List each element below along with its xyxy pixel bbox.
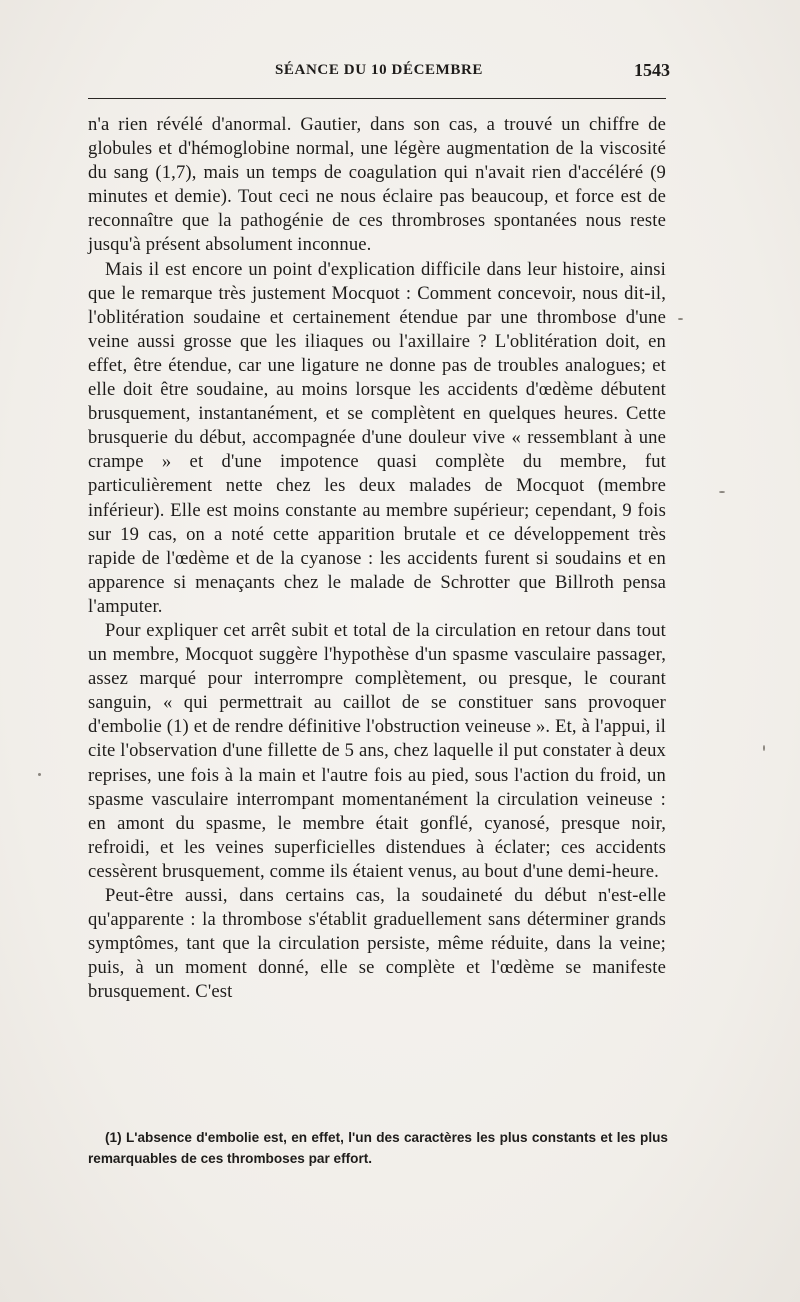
header-rule: [88, 98, 666, 99]
paper-speck: [38, 773, 41, 776]
page-number: 1543: [634, 60, 670, 80]
paper-speck: [678, 318, 683, 320]
paper-speck: [763, 745, 765, 751]
footnote: (1) L'absence d'embolie est, en effet, l'un des caractères les plus constants et les plus remarquables de ces thromboses par effort.: [88, 1130, 668, 1166]
paragraph: Peut-être aussi, dans certains cas, la soudaineté du début n'est-elle qu'apparente : la thrombose s'établit graduellement sans déterminer grands symptômes, tant que la circulation persiste, même réduite, dans la veine; puis, à un moment donné, elle se complète et l'œdème se manifeste brusquement. C'est: [88, 885, 666, 1003]
paragraph: n'a rien révélé d'anormal. Gautier, dans son cas, a trouvé un chiffre de globules et d'hémoglobine normal, une légère augmentation de la viscosité du sang (1,7), mais un temps de coagulation qui n'avait rien d'accéléré (9 minutes et demie). Tout ceci ne nous éclaire pas beaucoup, et force est de reconnaître que la pathogénie de ces thrombroses spontanées nous reste jusqu'à présent absolument inconnue.: [88, 114, 666, 256]
running-title: SÉANCE DU 10 DÉCEMBRE: [274, 62, 484, 78]
body-text: [88, 113, 666, 1004]
paragraph: Pour expliquer cet arrêt subit et total de la circulation en retour dans tout un membre, Mocquot suggère l'hypothèse d'un spasme vasculaire passager, assez marqué pour interrompre complètement, ou presque, le courant sanguin, « qui permettrait au caillot de se constituer sans provoquer d'embolie (1) et de rendre définitive l'obstruction veineuse ». Et, à l'appui, il cite l'observation d'une fillette de 5 ans, chez laquelle il put constater à deux reprises, une fois à la main et l'autre fois au pied, sous l'action du froid, un spasme vasculaire interrompant momentanément la circulation veineuse : en amont du spasme, le membre était gonflé, cyanosé, presque noir, refroidi, et les veines superficielles distendues à éclater; ces accidents cessèrent brusquement, comme ils étaient venus, au bout d'une demi-heure.: [88, 619, 666, 882]
page-header: [88, 60, 670, 84]
paper-speck: [719, 491, 725, 493]
paragraph: Mais il est encore un point d'explication difficile dans leur histoire, ainsi que le remarque très justement Mocquot : Comment concevoir, nous dit-il, l'oblitération soudaine et certainement étendue par une thrombose d'une veine aussi grosse que les iliaques ou l'axillaire ? L'oblitération doit, en effet, être étendue, car une ligature ne donne pas de troubles analogues; et elle doit être soudaine, au moins lorsque les accidents d'œdème débutent brusquement, instantanément, et se complètent en quelques heures. Cette brusquerie du début, accompagnée d'une douleur vive « ressemblant à une crampe » et d'une impotence quasi complète du membre, fut particulièrement nette chez les deux malades de Mocquot (membre inférieur). Elle est moins constante au membre supérieur; cependant, 9 fois sur 19 cas, on a noté cette apparition brutale et ce développement très rapide de l'œdème et de la cyanose : les accidents furent si soudains et en apparence si menaçants chez le malade de Schrotter que Billroth pensa l'amputer.: [88, 258, 666, 617]
